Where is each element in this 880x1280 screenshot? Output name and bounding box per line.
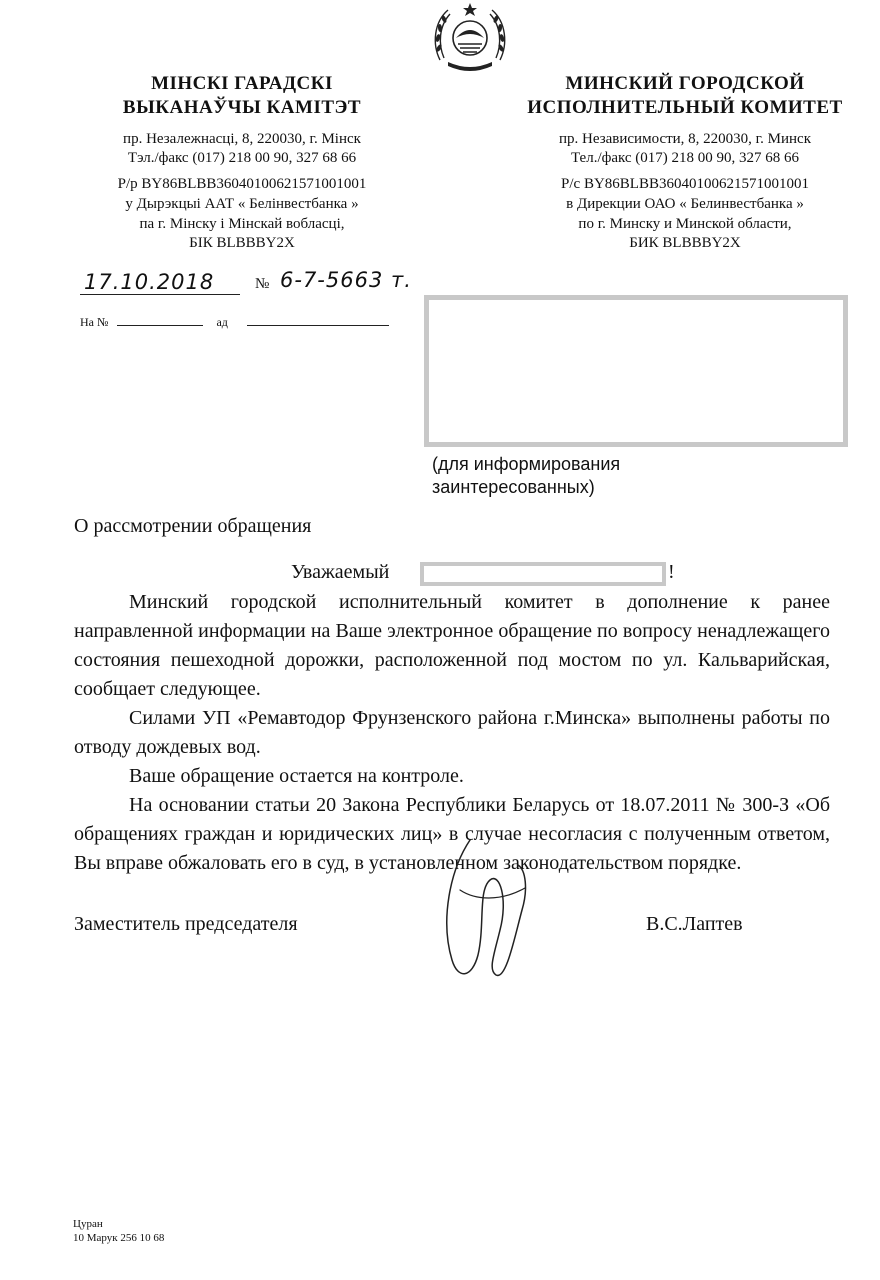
bank-name: в Дирекции ОАО « Белинвестбанка » bbox=[566, 195, 804, 212]
org-name-line1: МИНСКИЙ ГОРОДСКОЙ bbox=[565, 73, 805, 94]
bank-name: у Дырэкцыі ААТ « Белінвестбанка » bbox=[125, 195, 359, 212]
address: пр. Независимости, 8, 220030, г. Минск bbox=[559, 130, 811, 147]
redacted-addressee bbox=[424, 295, 848, 447]
addressee-note bbox=[432, 453, 620, 498]
reference-ad: ад bbox=[216, 315, 228, 329]
address: пр. Незалежнасці, 8, 220030, г. Мінск bbox=[123, 130, 361, 147]
salutation-exclamation: ! bbox=[668, 561, 675, 583]
state-emblem-icon bbox=[426, 0, 514, 74]
body-paragraph-3: Ваше обращение остается на контроле. bbox=[129, 765, 464, 787]
letter-subject: О рассмотрении обращения bbox=[74, 515, 312, 537]
addressee-note-line2: заинтересованных) bbox=[432, 476, 595, 497]
reference-date-blank bbox=[247, 313, 389, 326]
redacted-name bbox=[420, 562, 666, 586]
reference-number-blank bbox=[117, 313, 203, 326]
org-name-line1: МІНСКІ ГАРАДСКІ bbox=[151, 73, 333, 94]
registration-number: 6-7-5663 т. bbox=[280, 268, 412, 292]
bic-code: БИК BLBBBY2X bbox=[629, 235, 741, 252]
handwritten-signature bbox=[430, 830, 545, 985]
executor-info bbox=[73, 1218, 164, 1246]
org-name-line2: ИСПОЛНИТЕЛЬНЫЙ КОМИТЕТ bbox=[527, 96, 843, 118]
executor-name: Цуран bbox=[73, 1218, 103, 1230]
bank-region: па г. Мінску і Мінскай вобласці, bbox=[139, 215, 345, 232]
body-paragraph-2: Силами УП «Ремавтодор Фрунзенского района г.Минска» выполнены работы по отводу дождевых вод. bbox=[74, 707, 830, 758]
signatory-name: В.С.Лаптев bbox=[646, 913, 743, 935]
number-sign: № bbox=[255, 276, 270, 292]
org-name-line2: ВЫКАНАЎЧЫ КАМІТЭТ bbox=[122, 96, 362, 118]
bank-account: Р/с BY86BLBB36040100621571001001 bbox=[561, 176, 809, 193]
org-name-russian bbox=[505, 72, 865, 120]
phone-fax: Тел./факс (017) 218 00 90, 327 68 66 bbox=[570, 150, 800, 167]
bic-code: БІК BLBBBY2X bbox=[189, 235, 295, 252]
reference-line bbox=[80, 313, 389, 330]
signatory-title: Заместитель председателя bbox=[74, 913, 298, 935]
bank-region: по г. Минску и Минской области, bbox=[578, 215, 792, 232]
registration-date: 17.10.2018 bbox=[80, 270, 240, 295]
bank-account: Р/р BY86BLBB36040100621571001001 bbox=[117, 176, 367, 193]
body-paragraph-4: На основании статьи 20 Закона Республики Беларусь от 18.07.2011 № 300-З «Об обращениях граждан и юридических лиц» в случае несогласия с полученным ответом, Вы вправе обжаловать его в суд, в установленном законодательством порядке. bbox=[74, 794, 830, 874]
salutation-greeting: Уважаемый bbox=[291, 561, 390, 583]
executor-phone: 10 Марук 256 10 68 bbox=[73, 1231, 165, 1244]
org-name-belarusian bbox=[62, 72, 422, 120]
reference-prefix: На № bbox=[80, 315, 109, 329]
body-paragraph-1: Минский городской исполнительный комитет в дополнение к ранее направленной информации на Ваше электронное обращение по вопросу ненадлежащего состояния пешеходной дорожки, расположенной под мостом по ул. Кальварийская, сообщает следующее. bbox=[74, 591, 830, 700]
addressee-note-line1: (для информирования bbox=[432, 454, 621, 474]
phone-fax: Тэл./факс (017) 218 00 90, 327 68 66 bbox=[127, 150, 357, 167]
header-right bbox=[505, 72, 865, 254]
header-left bbox=[62, 72, 422, 254]
